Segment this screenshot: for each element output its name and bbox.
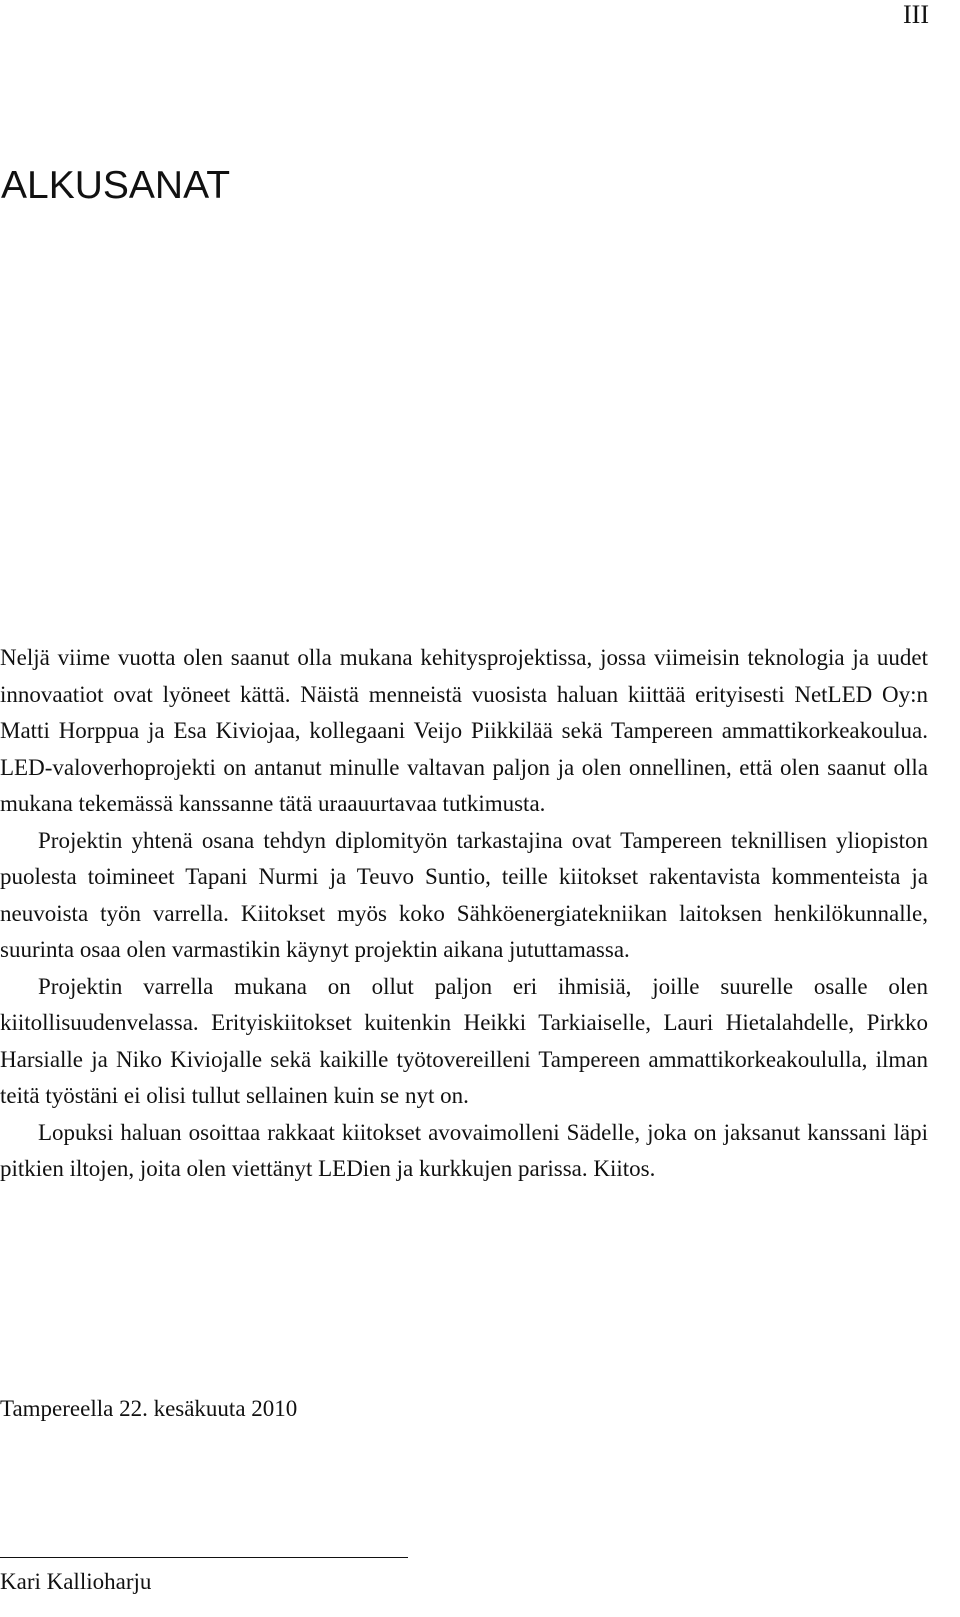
page-title: ALKUSANAT xyxy=(1,164,231,207)
signature-line xyxy=(0,1557,408,1558)
page-number: III xyxy=(903,0,929,29)
paragraph: Neljä viime vuotta olen saanut olla mukana kehitysprojektissa, jossa viimeisin teknologia ja uudet innovaatiot ovat lyöneet kättä. Näistä menneistä vuosista haluan kiittää erityisesti NetLED Oy:n Matti Horppua ja Esa Kiviojaa, kollegaani Veijo Piikkilää sekä Tampereen ammattikorkeakoulua. LED-valoverhoprojekti on antanut minulle valtavan paljon ja olen onnellinen, että olen saanut olla mukana tekemässä kanssanne tätä uraauurtavaa tutkimusta. xyxy=(0,645,928,816)
signer-name: Kari Kallioharju xyxy=(0,1569,152,1594)
paragraph: Projektin varrella mukana on ollut paljon eri ihmisiä, joille suurelle osalle olen kiitollisuudenvelassa. Erityiskiitokset kuitenkin Heikki Tarkiaiselle, Lauri Hietalahdelle, Pirkko Harsialle ja Niko Kiviojalle sekä kaikille työtovereilleni Tampereen ammattikorkeakoululla, ilman teitä työstäni ei olisi tullut sellainen kuin se nyt on. xyxy=(0,973,928,1108)
body-text xyxy=(0,640,928,1188)
paragraph: Lopuksi haluan osoittaa rakkaat kiitokset avovaimolleni Sädelle, joka on jaksanut kanssani läpi pitkien iltojen, joita olen viettänyt LEDien ja kurkkujen parissa. Kiitos. xyxy=(0,1119,928,1181)
place-date: Tampereella 22. kesäkuuta 2010 xyxy=(0,1396,298,1421)
paragraph: Projektin yhtenä osana tehdyn diplomityön tarkastajina ovat Tampereen teknillisen yliopiston puolesta toimineet Tapani Nurmi ja Teuvo Suntio, teille kiitokset rakentavista kommenteista ja neuvoista työn varrella. Kiitokset myös koko Sähköenergiatekniikan laitoksen henkilökunnalle, suurinta osaa olen varmastikin käynyt projektin aikana jututtamassa. xyxy=(0,827,928,962)
